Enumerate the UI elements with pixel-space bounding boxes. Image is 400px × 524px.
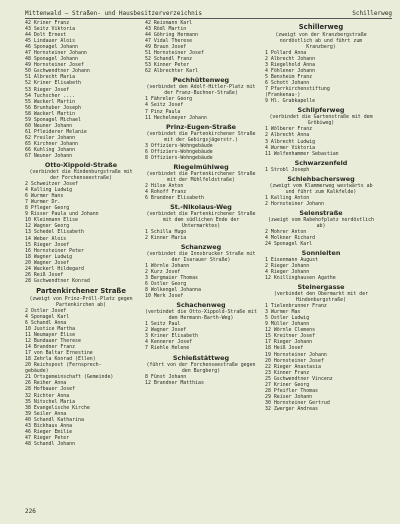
street-description: (zweigt vom Klammerweg westwärts ab und führt zum Kalkfelde) [269, 182, 373, 195]
resident-entry: 3 Bergmaier Thomas [145, 275, 198, 282]
resident-entry: 3 Riegelhold Anna [265, 62, 316, 69]
resident-entry: 11 Hechelmeyer Johann [145, 114, 207, 121]
resident-entry: 22 Rieger Anastasia [265, 363, 321, 370]
resident-entry: 11 Wolfenhammer Sebastian [265, 150, 339, 157]
resident-entry: 2 Schweitzer Josef [25, 181, 78, 188]
resident-entry: 4 Föhlener Johann [265, 68, 316, 75]
resident-entry: 47 Hornsteiner Johann [25, 50, 87, 57]
resident-entry: 8 Fünst Johann [145, 373, 187, 380]
resident-entry: 4 Sponagel Karl [25, 313, 70, 320]
resident-entry: 12 Bundauer Therese [25, 338, 81, 345]
street-description: (verbindet die Partenkirchener Straße mit der Gebirgsjägerstr.) [146, 130, 256, 143]
resident-entry: 48 Schandl Johann [25, 440, 76, 447]
resident-entry: 6 Ostler Georg [145, 281, 187, 288]
resident-entry: 46 Sponagel Johann [25, 44, 78, 51]
resident-entry: 39 Seiler Anna [25, 410, 67, 417]
resident-entry: 28 Hofbauer Josef [25, 386, 76, 393]
resident-entry: 42 Reismann Karl [145, 20, 193, 26]
resident-entry: 30 Hornsteiner Gertrud [265, 399, 330, 406]
resident-entry: 4 Wurmer Viktoria [265, 144, 316, 151]
resident-entry: 47 Vidal Therese [145, 38, 193, 45]
resident-entry: 43 Seitz Viktoria [25, 26, 76, 33]
resident-entry: 4 Rieger Johann [265, 269, 310, 276]
resident-entry: 43 Bickhaus Anna [25, 422, 73, 429]
resident-entry: 7 Riehle Helene [145, 345, 190, 352]
resident-entry: 9 Risser Paula und Johann [25, 211, 99, 218]
resident-entry: 32 Zwerger Andreas [265, 405, 318, 412]
resident-entry: (Frankenau-) [265, 92, 301, 99]
resident-entry: 62 Freiler Johann [25, 134, 76, 141]
resident-entry: 18 Zehrla Konrad (Ellen) [25, 356, 96, 363]
resident-entry: 53 Kinner Peter [145, 62, 190, 69]
resident-entry: 6 Schandl Anna [25, 319, 67, 326]
street-description: (zweigt von der Kranzbergstraße nordöstlich ab und führt zum Kranzberg) [275, 32, 367, 50]
resident-entry: 29 Reiser Johann [265, 393, 313, 400]
resident-entry: 35 Nitschel Maria [25, 398, 76, 405]
resident-entry: 9 Müller Johann [265, 321, 310, 328]
column-right [265, 20, 377, 447]
street-heading: Seienstraße [299, 208, 343, 217]
resident-entry: 1 Kalling Anton [265, 194, 310, 201]
resident-entry: 14 Brandner Franz [25, 344, 76, 351]
street-description: (zweigt vom Rabehofplatz nordöstlich ab) [268, 216, 374, 229]
resident-entry: 11 Neumayer Elise [25, 332, 76, 339]
header-right: Schillerweg [352, 10, 392, 17]
resident-entry: 8 Wolkengel Johanna [145, 287, 201, 294]
resident-entry: 12 Wagner Georg [25, 223, 70, 230]
resident-entry: 2 Hilse Anton [145, 182, 184, 189]
resident-entry: 1 Eisenmann August [265, 256, 318, 263]
resident-entry: 1 Wölberer Franz [265, 126, 313, 133]
resident-entry: 16 Hornsteiner Peter [25, 247, 84, 254]
resident-entry: 3 Albrecht Ludwig [265, 138, 316, 145]
resident-entry: 4 Seitz Josef [145, 102, 184, 109]
resident-entry: 2 Albrecht Anna [265, 132, 310, 139]
resident-entry: 1 Strobl Joseph [265, 166, 310, 173]
street-heading: Sonnleiten [301, 248, 341, 257]
resident-entry: 9 Hl. Grabkapelle [265, 98, 316, 105]
resident-entry: 17 Rieger Johann [265, 339, 313, 346]
resident-entry: 67 Neuner Johann [25, 153, 73, 160]
resident-entry: 61 Pfleiderer Melanie [25, 128, 87, 135]
resident-entry: 40 Schandl Katharina [25, 416, 84, 423]
resident-entry: 66 Kuhling Johann [25, 146, 76, 153]
resident-entry: 28 Gschwendtner Konrad [25, 277, 90, 284]
resident-entry: 5 Bensheim Franz [265, 74, 313, 81]
resident-entry: 60 Neuner Johann [25, 122, 73, 129]
resident-entry: 2 Ostler Josef [25, 307, 67, 314]
resident-entry: 55 Wackerl Martin [25, 98, 76, 105]
resident-entry: 7 Pfarrkirchenstiftung [265, 86, 330, 93]
resident-entry: 10 Merk Josef [145, 293, 184, 300]
resident-entry: 1 Wörnle Johann [145, 262, 190, 269]
resident-entry: 43 Rödl Martin [145, 26, 187, 33]
street-heading: Schlipferweg [297, 106, 345, 115]
street-heading: Riegelmühlweg [173, 162, 229, 171]
header-left: Mittenwald — Straßen- und Hausbesitzerverzeichnis [25, 10, 203, 17]
resident-entry: 38 Evangelische Kirche [25, 404, 90, 411]
street-heading: Schillerweg [298, 23, 344, 31]
resident-entry: 3 Wurmer Max [265, 309, 301, 316]
resident-entry: 45 Lindauer Alois [25, 38, 76, 45]
resident-entry: 4 Kalling Ludwig [25, 187, 73, 194]
resident-entry: 26 Reiß Josef [25, 271, 64, 278]
resident-entry: 32 Richter Anna [25, 392, 70, 399]
resident-entry: 2 Rieger Johann [265, 262, 310, 269]
resident-entry: 56 Brunhuber Joseph [25, 104, 81, 111]
resident-entry: 15 Rieger Josef [25, 241, 70, 248]
street-description: (verbindet die Partenkirchener Straße mit der Mühlfeldstraße) [146, 170, 256, 183]
resident-entry: 2 Albrecht Johann [265, 56, 316, 63]
street-description: (verbindet die Hindenburgstraße mit der Forchenseestraße) [29, 169, 133, 182]
street-heading: Otto-Xippold-Straße [44, 161, 118, 170]
street-heading: Schießstättweg [172, 353, 230, 362]
street-heading: Schwarzenfeld [294, 158, 348, 167]
resident-entry: 2 Mohrer Anton [265, 228, 307, 235]
street-description: (verbindet den Obermarkt mit der Hindenburgstraße) [273, 291, 369, 304]
resident-entry: 54 Tuchscher .... [25, 92, 76, 99]
resident-entry: 42 Kriner Franz [25, 20, 70, 26]
resident-entry: 20 Wagner Josef [25, 259, 70, 266]
resident-entry: 6 Brandner Elisabeth [145, 194, 204, 201]
resident-entry: 3 Kriner Elisabeth [145, 333, 198, 340]
resident-entry: 1 Schilla Hugo [145, 228, 187, 235]
street-heading: Schlehbachersweg [287, 174, 355, 183]
resident-entry: 50 Gschwendtner Johann [25, 68, 90, 75]
resident-entry: 25 Gschwendtner Vincenz [265, 375, 333, 382]
resident-entry: 52 Kriner Elisabeth [25, 80, 81, 87]
resident-entry: 51 Hornsteiner Josef [145, 50, 204, 57]
resident-entry: 49 Hornsteiner Josef [25, 62, 84, 69]
column-middle [145, 20, 257, 447]
resident-entry: 28 Pfeifler Thomas [265, 387, 318, 394]
resident-entry: 58 Wackerl Martin [25, 110, 76, 117]
resident-entry: 1 Pollard Anna [265, 50, 307, 56]
resident-entry: 18 Wagner Ludwig [25, 253, 73, 260]
resident-entry: 24 Sponagel Karl [265, 240, 313, 247]
street-heading: Prinz-Eugen-Straße [165, 122, 237, 131]
resident-entry: 2 Kurz Josef [145, 269, 181, 276]
resident-entry: 17 von Baltar Ernestine [25, 350, 93, 357]
resident-entry: 7 Wurmer Dr. [25, 199, 61, 206]
street-heading: Schanzweg [180, 242, 222, 251]
resident-entry: 47 Rieger Peter [25, 434, 70, 441]
street-heading: Steinergasse [297, 283, 345, 292]
resident-entry: 6 Wurmer Hans [25, 193, 64, 200]
resident-entry: 21 Ortsgemeinschaft (Gemeinde) [25, 374, 114, 381]
resident-entry: 59 Sponagel Michael [25, 116, 81, 123]
resident-entry: 10 Kleinmann Elise [25, 217, 78, 224]
resident-entry: 65 Kirchner Johann [25, 140, 78, 147]
resident-entry: 12 Knillinghausen Agathe [265, 275, 336, 282]
column-left [25, 20, 137, 447]
resident-entry: 62 Albrechter Karl [145, 68, 198, 75]
resident-entry: 1 Seitz Paul [145, 321, 181, 328]
resident-entry: 49 Braun Josef [145, 44, 187, 51]
resident-entry: 2 Hornsteiner Johann [265, 200, 324, 207]
resident-entry: 44 Göhring Hermann [145, 32, 198, 39]
street-description: (verbindet die Innsbrucker Straße mit der Isarauer Straße) [146, 250, 256, 263]
resident-entry: 12 Wörnle Clemens [265, 327, 316, 334]
street-heading: St.-Nikolaus-Weg [170, 202, 232, 211]
resident-entry: 20 Hornsteiner Josef [265, 357, 324, 364]
street-description: (zweigt von Prinz-Pröll-Platz gegen Partenkirchen ab) [29, 295, 133, 308]
resident-entry: 12 Brandner Matthias [145, 379, 204, 386]
resident-entry: 26 Reiher Anna [25, 380, 67, 387]
resident-entry: 1 Tielenbrunner Franz [265, 303, 327, 310]
columns [25, 20, 392, 447]
resident-entry: 46 Rieger Emilie [25, 428, 73, 435]
resident-entry: 19 Hornsteiner Johann [265, 351, 327, 358]
street-description: (verbindet die Partenkirchener Straße mit dem südlichen Ende der Untermarktes) [146, 210, 256, 229]
resident-entry: gebäude) [25, 368, 49, 375]
street-description: (verbindet den Adolf-Hitler-Platz mit der Franz-Buchner-Straße) [146, 84, 256, 97]
resident-entry: 5 Ostler Ludwig [265, 315, 310, 322]
resident-entry: 48 Sponagel Johann [25, 56, 78, 63]
street-heading: Partenkirchener Straße [36, 286, 126, 295]
resident-entry: 7 Pinz Paula [145, 108, 181, 115]
resident-entry: 4 Molkner Richard [265, 234, 316, 241]
resident-entry: 6 Offiziers-Wohngebäude [145, 148, 213, 155]
resident-entry: 20 Reichspost (Fernsprech- [25, 362, 102, 369]
street-description: (führt von der Forchenseestraße gegen den Burgberg) [146, 361, 256, 374]
resident-entry: 8 Pfleger Georg [25, 205, 70, 212]
resident-entry: 4 Rohoff Franz [145, 188, 187, 195]
street-heading: Pechhüttenweg [172, 76, 230, 85]
resident-entry: 8 Offiziers-Wohngebäude [145, 154, 213, 161]
street-description: (verbindet die Gartenstraße mit dem Gröbiweg) [269, 114, 373, 127]
resident-entry: 24 Wackerl Hildegard [25, 265, 84, 272]
resident-entry: 13 Schedel Elisabeth [25, 229, 84, 236]
resident-entry: 1 Fähreler Georg [145, 96, 193, 103]
resident-entry: 10 Justice Martha [25, 326, 76, 333]
resident-entry: 51 Albrecht Maria [25, 74, 76, 81]
resident-entry: 14 Weber Alois [25, 235, 67, 242]
resident-entry: 2 Kinner Maria [145, 234, 187, 241]
resident-entry: 53 Rieger Josef [25, 86, 70, 93]
street-heading: Schachenweg [176, 301, 226, 310]
resident-entry: 52 Schandl Franz [145, 56, 193, 63]
resident-entry: 3 Offiziers-Wohngebäude [145, 142, 213, 149]
page-number: 226 [25, 508, 36, 515]
resident-entry: 15 Kreitner Josef [265, 333, 316, 340]
running-header [25, 10, 392, 19]
resident-entry: 27 Kriner Georg [265, 381, 310, 388]
resident-entry: 4 Kennerer Josef [145, 339, 193, 346]
resident-entry: 44 Dolt Ernest [25, 32, 67, 39]
resident-entry: 6 Schott Johann [265, 80, 310, 87]
resident-entry: 2 Wagner Josef [145, 327, 187, 334]
resident-entry: 18 Heiß Josef [265, 345, 304, 352]
resident-entry: 23 Kinner Franz [265, 369, 310, 376]
street-description: (verbindet die Otto-Xippold-Straße mit dem Hermann-Barth-Weg) [145, 309, 257, 322]
